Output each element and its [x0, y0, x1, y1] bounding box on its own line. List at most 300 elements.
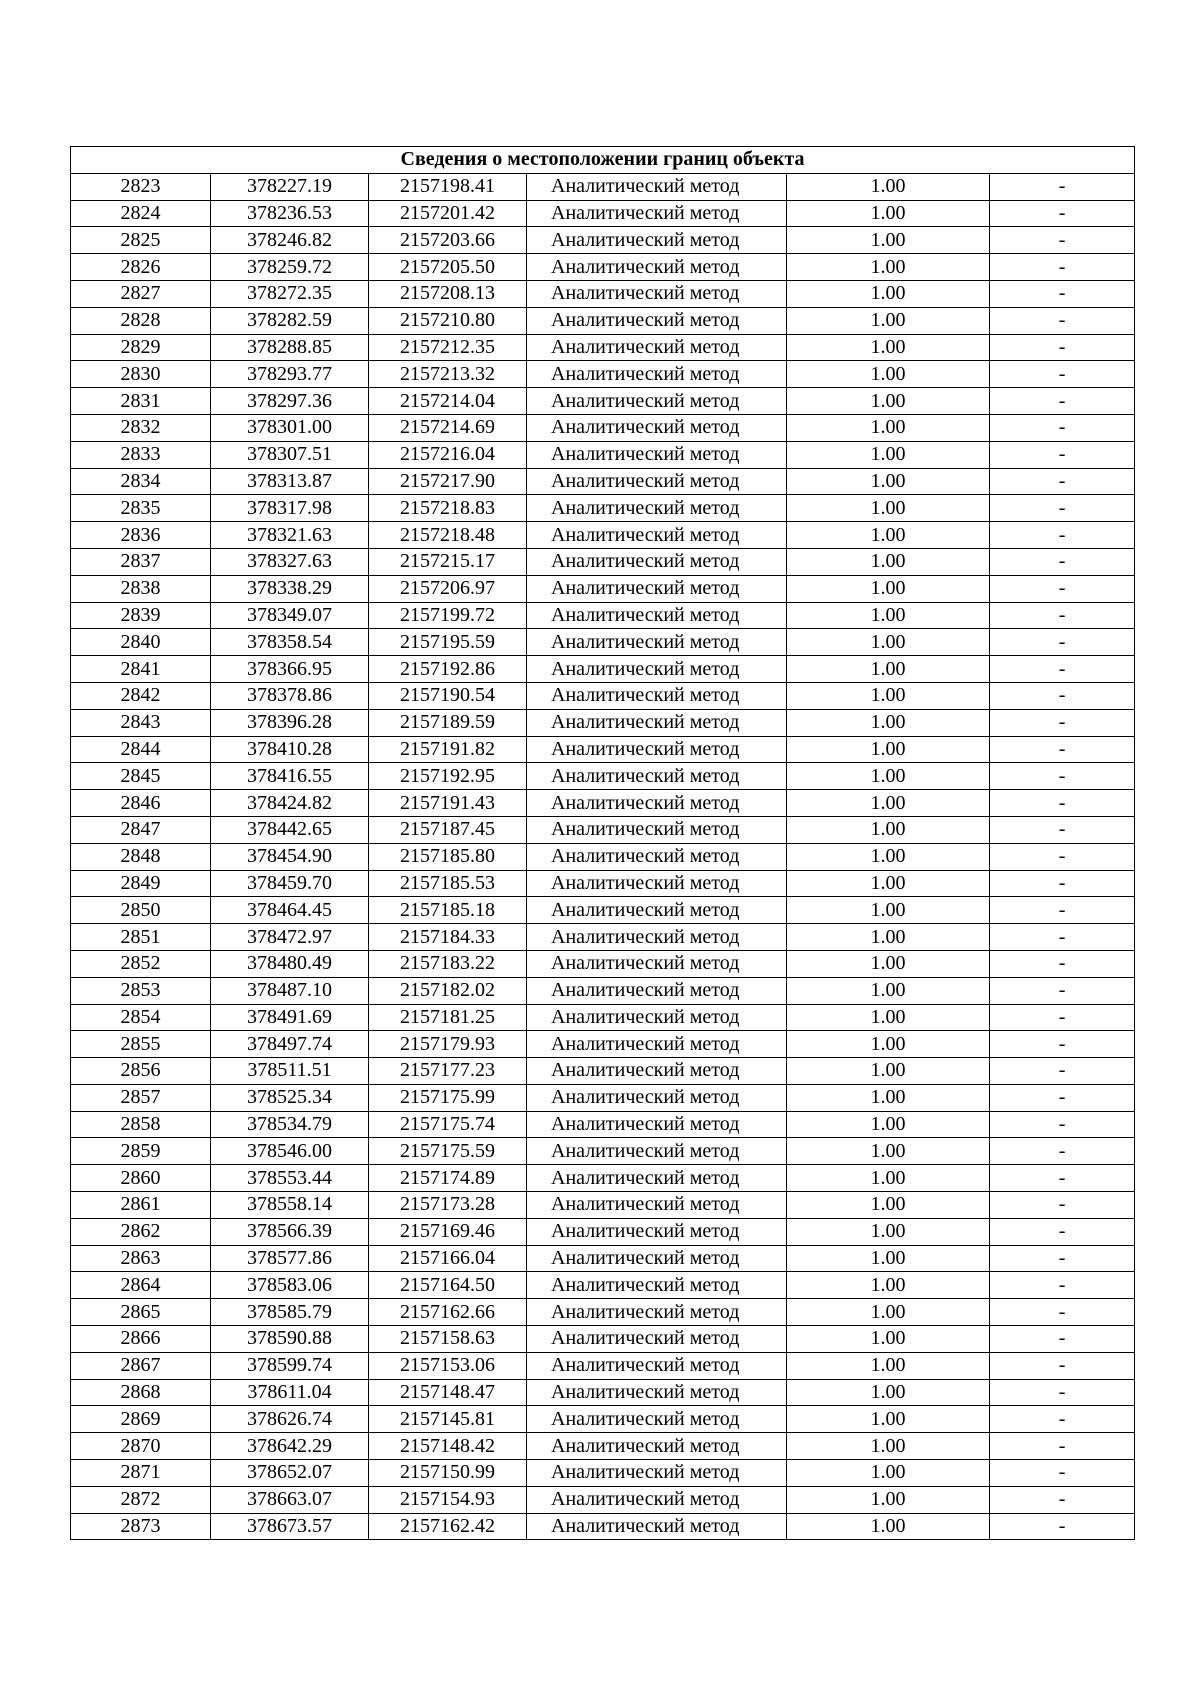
table-row: [71, 254, 1135, 281]
point-number-cell: 2865: [71, 1299, 211, 1326]
method-cell: Аналитический метод: [527, 173, 787, 200]
y-coordinate-cell: 2157183.22: [369, 950, 527, 977]
y-coordinate-cell: 2157218.83: [369, 495, 527, 522]
table-row: [71, 1486, 1135, 1513]
point-number-cell: 2835: [71, 495, 211, 522]
point-number-cell: 2825: [71, 227, 211, 254]
point-number-cell: 2870: [71, 1433, 211, 1460]
note-cell: -: [990, 441, 1135, 468]
accuracy-cell: 1.00: [787, 897, 990, 924]
note-cell: -: [990, 1004, 1135, 1031]
accuracy-cell: 1.00: [787, 629, 990, 656]
point-number-cell: 2850: [71, 897, 211, 924]
table-row: [71, 1245, 1135, 1272]
method-cell: Аналитический метод: [527, 1138, 787, 1165]
point-number-cell: 2839: [71, 602, 211, 629]
x-coordinate-cell: 378313.87: [211, 468, 369, 495]
x-coordinate-cell: 378227.19: [211, 173, 369, 200]
note-cell: -: [990, 1486, 1135, 1513]
method-cell: Аналитический метод: [527, 816, 787, 843]
x-coordinate-cell: 378442.65: [211, 816, 369, 843]
method-cell: Аналитический метод: [527, 1513, 787, 1540]
point-number-cell: 2829: [71, 334, 211, 361]
x-coordinate-cell: 378511.51: [211, 1058, 369, 1085]
accuracy-cell: 1.00: [787, 414, 990, 441]
accuracy-cell: 1.00: [787, 1218, 990, 1245]
x-coordinate-cell: 378321.63: [211, 522, 369, 549]
y-coordinate-cell: 2157206.97: [369, 575, 527, 602]
table-row: [71, 522, 1135, 549]
method-cell: Аналитический метод: [527, 1004, 787, 1031]
method-cell: Аналитический метод: [527, 1165, 787, 1192]
note-cell: -: [990, 388, 1135, 415]
y-coordinate-cell: 2157182.02: [369, 977, 527, 1004]
note-cell: -: [990, 1272, 1135, 1299]
y-coordinate-cell: 2157191.82: [369, 736, 527, 763]
note-cell: -: [990, 227, 1135, 254]
point-number-cell: 2867: [71, 1352, 211, 1379]
accuracy-cell: 1.00: [787, 522, 990, 549]
y-coordinate-cell: 2157205.50: [369, 254, 527, 281]
y-coordinate-cell: 2157177.23: [369, 1058, 527, 1085]
note-cell: -: [990, 790, 1135, 817]
table-row: [71, 1460, 1135, 1487]
method-cell: Аналитический метод: [527, 254, 787, 281]
note-cell: -: [990, 629, 1135, 656]
accuracy-cell: 1.00: [787, 361, 990, 388]
accuracy-cell: 1.00: [787, 736, 990, 763]
y-coordinate-cell: 2157214.69: [369, 414, 527, 441]
note-cell: -: [990, 870, 1135, 897]
method-cell: Аналитический метод: [527, 656, 787, 683]
note-cell: -: [990, 468, 1135, 495]
point-number-cell: 2828: [71, 307, 211, 334]
note-cell: -: [990, 977, 1135, 1004]
accuracy-cell: 1.00: [787, 1084, 990, 1111]
point-number-cell: 2853: [71, 977, 211, 1004]
point-number-cell: 2847: [71, 816, 211, 843]
table-row: [71, 736, 1135, 763]
x-coordinate-cell: 378424.82: [211, 790, 369, 817]
note-cell: -: [990, 682, 1135, 709]
x-coordinate-cell: 378349.07: [211, 602, 369, 629]
x-coordinate-cell: 378378.86: [211, 682, 369, 709]
method-cell: Аналитический метод: [527, 441, 787, 468]
x-coordinate-cell: 378472.97: [211, 924, 369, 951]
accuracy-cell: 1.00: [787, 1031, 990, 1058]
accuracy-cell: 1.00: [787, 1004, 990, 1031]
method-cell: Аналитический метод: [527, 924, 787, 951]
table-body: [71, 173, 1135, 1540]
y-coordinate-cell: 2157154.93: [369, 1486, 527, 1513]
table-row: [71, 924, 1135, 951]
x-coordinate-cell: 378459.70: [211, 870, 369, 897]
x-coordinate-cell: 378585.79: [211, 1299, 369, 1326]
point-number-cell: 2859: [71, 1138, 211, 1165]
table-row: [71, 1379, 1135, 1406]
x-coordinate-cell: 378673.57: [211, 1513, 369, 1540]
accuracy-cell: 1.00: [787, 870, 990, 897]
table-row: [71, 763, 1135, 790]
table-row: [71, 1084, 1135, 1111]
note-cell: -: [990, 1084, 1135, 1111]
x-coordinate-cell: 378236.53: [211, 200, 369, 227]
accuracy-cell: 1.00: [787, 1460, 990, 1487]
table-row: [71, 1433, 1135, 1460]
x-coordinate-cell: 378626.74: [211, 1406, 369, 1433]
accuracy-cell: 1.00: [787, 575, 990, 602]
x-coordinate-cell: 378307.51: [211, 441, 369, 468]
method-cell: Аналитический метод: [527, 1245, 787, 1272]
point-number-cell: 2861: [71, 1192, 211, 1219]
table-row: [71, 200, 1135, 227]
x-coordinate-cell: 378497.74: [211, 1031, 369, 1058]
table-row: [71, 468, 1135, 495]
note-cell: -: [990, 1513, 1135, 1540]
table-row: [71, 816, 1135, 843]
y-coordinate-cell: 2157195.59: [369, 629, 527, 656]
point-number-cell: 2857: [71, 1084, 211, 1111]
point-number-cell: 2871: [71, 1460, 211, 1487]
point-number-cell: 2844: [71, 736, 211, 763]
table-row: [71, 897, 1135, 924]
x-coordinate-cell: 378534.79: [211, 1111, 369, 1138]
note-cell: -: [990, 843, 1135, 870]
x-coordinate-cell: 378611.04: [211, 1379, 369, 1406]
method-cell: Аналитический метод: [527, 1192, 787, 1219]
method-cell: Аналитический метод: [527, 897, 787, 924]
method-cell: Аналитический метод: [527, 1272, 787, 1299]
accuracy-cell: 1.00: [787, 1486, 990, 1513]
y-coordinate-cell: 2157169.46: [369, 1218, 527, 1245]
accuracy-cell: 1.00: [787, 254, 990, 281]
point-number-cell: 2858: [71, 1111, 211, 1138]
accuracy-cell: 1.00: [787, 1352, 990, 1379]
table-row: [71, 629, 1135, 656]
point-number-cell: 2872: [71, 1486, 211, 1513]
point-number-cell: 2830: [71, 361, 211, 388]
point-number-cell: 2854: [71, 1004, 211, 1031]
x-coordinate-cell: 378454.90: [211, 843, 369, 870]
x-coordinate-cell: 378358.54: [211, 629, 369, 656]
y-coordinate-cell: 2157162.42: [369, 1513, 527, 1540]
point-number-cell: 2848: [71, 843, 211, 870]
note-cell: -: [990, 897, 1135, 924]
point-number-cell: 2863: [71, 1245, 211, 1272]
y-coordinate-cell: 2157199.72: [369, 602, 527, 629]
point-number-cell: 2873: [71, 1513, 211, 1540]
point-number-cell: 2834: [71, 468, 211, 495]
x-coordinate-cell: 378546.00: [211, 1138, 369, 1165]
accuracy-cell: 1.00: [787, 495, 990, 522]
accuracy-cell: 1.00: [787, 790, 990, 817]
point-number-cell: 2855: [71, 1031, 211, 1058]
accuracy-cell: 1.00: [787, 200, 990, 227]
method-cell: Аналитический метод: [527, 1433, 787, 1460]
y-coordinate-cell: 2157175.99: [369, 1084, 527, 1111]
method-cell: Аналитический метод: [527, 709, 787, 736]
table-row: [71, 656, 1135, 683]
x-coordinate-cell: 378246.82: [211, 227, 369, 254]
y-coordinate-cell: 2157148.47: [369, 1379, 527, 1406]
note-cell: -: [990, 1058, 1135, 1085]
accuracy-cell: 1.00: [787, 602, 990, 629]
x-coordinate-cell: 378293.77: [211, 361, 369, 388]
table-row: [71, 173, 1135, 200]
method-cell: Аналитический метод: [527, 334, 787, 361]
point-number-cell: 2832: [71, 414, 211, 441]
note-cell: -: [990, 1245, 1135, 1272]
note-cell: -: [990, 924, 1135, 951]
method-cell: Аналитический метод: [527, 307, 787, 334]
x-coordinate-cell: 378338.29: [211, 575, 369, 602]
point-number-cell: 2831: [71, 388, 211, 415]
y-coordinate-cell: 2157185.80: [369, 843, 527, 870]
accuracy-cell: 1.00: [787, 334, 990, 361]
x-coordinate-cell: 378317.98: [211, 495, 369, 522]
point-number-cell: 2856: [71, 1058, 211, 1085]
x-coordinate-cell: 378583.06: [211, 1272, 369, 1299]
accuracy-cell: 1.00: [787, 656, 990, 683]
note-cell: -: [990, 736, 1135, 763]
x-coordinate-cell: 378282.59: [211, 307, 369, 334]
table-row: [71, 1513, 1135, 1540]
y-coordinate-cell: 2157198.41: [369, 173, 527, 200]
point-number-cell: 2845: [71, 763, 211, 790]
note-cell: -: [990, 1165, 1135, 1192]
table-row: [71, 307, 1135, 334]
table-title-row: [71, 147, 1135, 174]
x-coordinate-cell: 378366.95: [211, 656, 369, 683]
y-coordinate-cell: 2157217.90: [369, 468, 527, 495]
table-row: [71, 441, 1135, 468]
note-cell: -: [990, 200, 1135, 227]
accuracy-cell: 1.00: [787, 709, 990, 736]
accuracy-cell: 1.00: [787, 1379, 990, 1406]
method-cell: Аналитический метод: [527, 1352, 787, 1379]
table-row: [71, 334, 1135, 361]
x-coordinate-cell: 378259.72: [211, 254, 369, 281]
accuracy-cell: 1.00: [787, 468, 990, 495]
method-cell: Аналитический метод: [527, 1218, 787, 1245]
method-cell: Аналитический метод: [527, 388, 787, 415]
x-coordinate-cell: 378272.35: [211, 280, 369, 307]
x-coordinate-cell: 378553.44: [211, 1165, 369, 1192]
y-coordinate-cell: 2157210.80: [369, 307, 527, 334]
y-coordinate-cell: 2157181.25: [369, 1004, 527, 1031]
point-number-cell: 2846: [71, 790, 211, 817]
y-coordinate-cell: 2157192.95: [369, 763, 527, 790]
method-cell: Аналитический метод: [527, 495, 787, 522]
method-cell: Аналитический метод: [527, 602, 787, 629]
note-cell: -: [990, 1406, 1135, 1433]
y-coordinate-cell: 2157190.54: [369, 682, 527, 709]
accuracy-cell: 1.00: [787, 1513, 990, 1540]
point-number-cell: 2843: [71, 709, 211, 736]
method-cell: Аналитический метод: [527, 227, 787, 254]
x-coordinate-cell: 378464.45: [211, 897, 369, 924]
accuracy-cell: 1.00: [787, 682, 990, 709]
x-coordinate-cell: 378642.29: [211, 1433, 369, 1460]
point-number-cell: 2827: [71, 280, 211, 307]
y-coordinate-cell: 2157201.42: [369, 200, 527, 227]
note-cell: -: [990, 307, 1135, 334]
method-cell: Аналитический метод: [527, 763, 787, 790]
x-coordinate-cell: 378396.28: [211, 709, 369, 736]
x-coordinate-cell: 378301.00: [211, 414, 369, 441]
x-coordinate-cell: 378652.07: [211, 1460, 369, 1487]
point-number-cell: 2842: [71, 682, 211, 709]
method-cell: Аналитический метод: [527, 843, 787, 870]
note-cell: -: [990, 709, 1135, 736]
table-row: [71, 790, 1135, 817]
x-coordinate-cell: 378577.86: [211, 1245, 369, 1272]
point-number-cell: 2852: [71, 950, 211, 977]
table-title: Сведения о местоположении границ объекта: [71, 147, 1135, 174]
x-coordinate-cell: 378480.49: [211, 950, 369, 977]
accuracy-cell: 1.00: [787, 1326, 990, 1353]
accuracy-cell: 1.00: [787, 280, 990, 307]
table-row: [71, 548, 1135, 575]
note-cell: -: [990, 1192, 1135, 1219]
accuracy-cell: 1.00: [787, 1138, 990, 1165]
table-row: [71, 843, 1135, 870]
point-number-cell: 2841: [71, 656, 211, 683]
note-cell: -: [990, 1218, 1135, 1245]
note-cell: -: [990, 495, 1135, 522]
x-coordinate-cell: 378566.39: [211, 1218, 369, 1245]
table-row: [71, 495, 1135, 522]
method-cell: Аналитический метод: [527, 1406, 787, 1433]
method-cell: Аналитический метод: [527, 280, 787, 307]
table-row: [71, 682, 1135, 709]
accuracy-cell: 1.00: [787, 1192, 990, 1219]
note-cell: -: [990, 1352, 1135, 1379]
x-coordinate-cell: 378297.36: [211, 388, 369, 415]
note-cell: -: [990, 1031, 1135, 1058]
x-coordinate-cell: 378487.10: [211, 977, 369, 1004]
y-coordinate-cell: 2157185.53: [369, 870, 527, 897]
method-cell: Аналитический метод: [527, 361, 787, 388]
note-cell: -: [990, 656, 1135, 683]
y-coordinate-cell: 2157164.50: [369, 1272, 527, 1299]
note-cell: -: [990, 254, 1135, 281]
accuracy-cell: 1.00: [787, 1433, 990, 1460]
note-cell: -: [990, 173, 1135, 200]
method-cell: Аналитический метод: [527, 870, 787, 897]
point-number-cell: 2864: [71, 1272, 211, 1299]
method-cell: Аналитический метод: [527, 575, 787, 602]
table-row: [71, 950, 1135, 977]
note-cell: -: [990, 602, 1135, 629]
table-row: [71, 1218, 1135, 1245]
table-row: [71, 1031, 1135, 1058]
y-coordinate-cell: 2157191.43: [369, 790, 527, 817]
accuracy-cell: 1.00: [787, 173, 990, 200]
point-number-cell: 2838: [71, 575, 211, 602]
accuracy-cell: 1.00: [787, 843, 990, 870]
point-number-cell: 2869: [71, 1406, 211, 1433]
point-number-cell: 2826: [71, 254, 211, 281]
y-coordinate-cell: 2157215.17: [369, 548, 527, 575]
method-cell: Аналитический метод: [527, 977, 787, 1004]
table-row: [71, 1299, 1135, 1326]
y-coordinate-cell: 2157150.99: [369, 1460, 527, 1487]
table-row: [71, 227, 1135, 254]
accuracy-cell: 1.00: [787, 816, 990, 843]
y-coordinate-cell: 2157175.74: [369, 1111, 527, 1138]
accuracy-cell: 1.00: [787, 1058, 990, 1085]
y-coordinate-cell: 2157148.42: [369, 1433, 527, 1460]
table-row: [71, 1326, 1135, 1353]
point-number-cell: 2868: [71, 1379, 211, 1406]
x-coordinate-cell: 378525.34: [211, 1084, 369, 1111]
note-cell: -: [990, 1111, 1135, 1138]
y-coordinate-cell: 2157173.28: [369, 1192, 527, 1219]
accuracy-cell: 1.00: [787, 924, 990, 951]
y-coordinate-cell: 2157189.59: [369, 709, 527, 736]
point-number-cell: 2824: [71, 200, 211, 227]
accuracy-cell: 1.00: [787, 441, 990, 468]
x-coordinate-cell: 378491.69: [211, 1004, 369, 1031]
point-number-cell: 2837: [71, 548, 211, 575]
y-coordinate-cell: 2157166.04: [369, 1245, 527, 1272]
y-coordinate-cell: 2157212.35: [369, 334, 527, 361]
accuracy-cell: 1.00: [787, 307, 990, 334]
accuracy-cell: 1.00: [787, 548, 990, 575]
point-number-cell: 2862: [71, 1218, 211, 1245]
x-coordinate-cell: 378288.85: [211, 334, 369, 361]
table-row: [71, 575, 1135, 602]
y-coordinate-cell: 2157158.63: [369, 1326, 527, 1353]
method-cell: Аналитический метод: [527, 468, 787, 495]
method-cell: Аналитический метод: [527, 1111, 787, 1138]
x-coordinate-cell: 378663.07: [211, 1486, 369, 1513]
accuracy-cell: 1.00: [787, 1406, 990, 1433]
y-coordinate-cell: 2157208.13: [369, 280, 527, 307]
note-cell: -: [990, 1379, 1135, 1406]
note-cell: -: [990, 548, 1135, 575]
method-cell: Аналитический метод: [527, 1486, 787, 1513]
table-row: [71, 1352, 1135, 1379]
y-coordinate-cell: 2157192.86: [369, 656, 527, 683]
point-number-cell: 2851: [71, 924, 211, 951]
table-row: [71, 977, 1135, 1004]
note-cell: -: [990, 334, 1135, 361]
note-cell: -: [990, 1138, 1135, 1165]
point-number-cell: 2860: [71, 1165, 211, 1192]
table-row: [71, 1004, 1135, 1031]
point-number-cell: 2836: [71, 522, 211, 549]
y-coordinate-cell: 2157175.59: [369, 1138, 527, 1165]
note-cell: -: [990, 361, 1135, 388]
point-number-cell: 2833: [71, 441, 211, 468]
method-cell: Аналитический метод: [527, 790, 787, 817]
note-cell: -: [990, 522, 1135, 549]
y-coordinate-cell: 2157153.06: [369, 1352, 527, 1379]
x-coordinate-cell: 378327.63: [211, 548, 369, 575]
table-row: [71, 361, 1135, 388]
point-number-cell: 2840: [71, 629, 211, 656]
method-cell: Аналитический метод: [527, 682, 787, 709]
y-coordinate-cell: 2157216.04: [369, 441, 527, 468]
y-coordinate-cell: 2157174.89: [369, 1165, 527, 1192]
method-cell: Аналитический метод: [527, 1058, 787, 1085]
y-coordinate-cell: 2157203.66: [369, 227, 527, 254]
method-cell: Аналитический метод: [527, 548, 787, 575]
y-coordinate-cell: 2157187.45: [369, 816, 527, 843]
table-row: [71, 1406, 1135, 1433]
